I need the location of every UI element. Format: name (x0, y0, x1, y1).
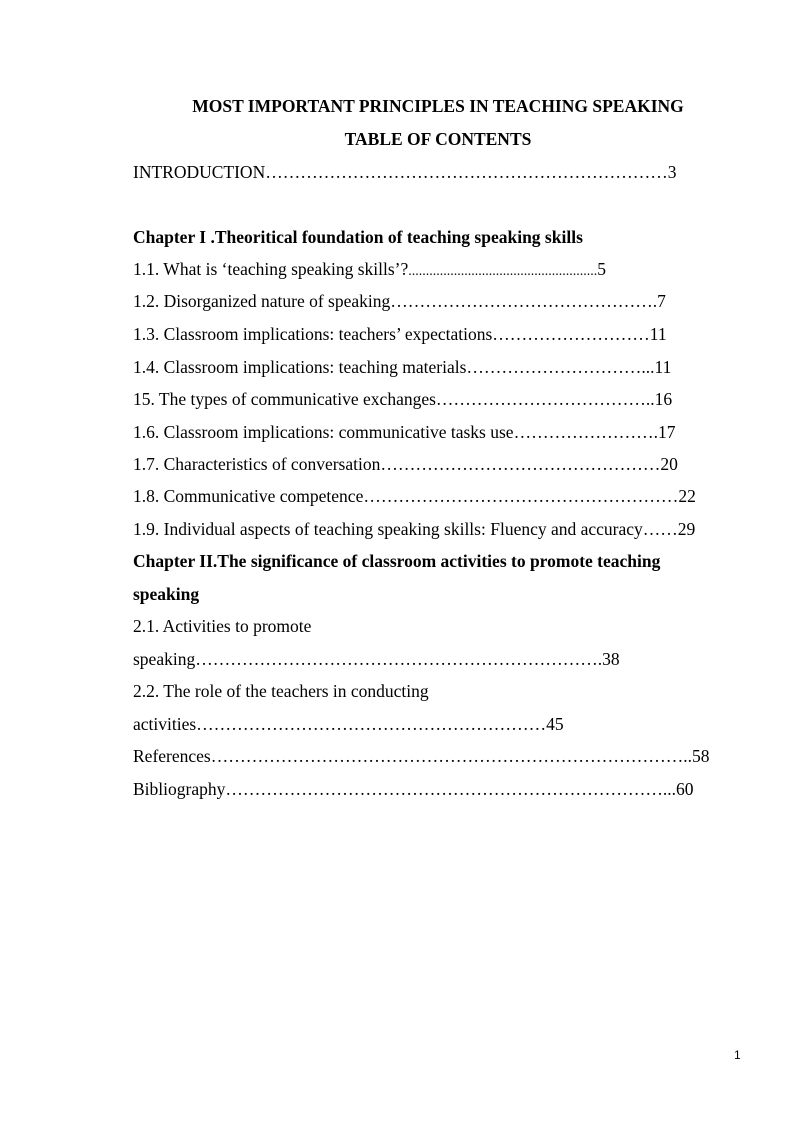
toc-entry-1-1-leader: ...................................................... (408, 264, 598, 279)
document-title: MOST IMPORTANT PRINCIPLES IN TEACHING SPEAKING (192, 96, 684, 116)
toc-entry-2-2-continuation: activities……………………………………………………45 (133, 714, 564, 734)
toc-entry-1-3: 1.3. Classroom implications: teachers’ expectations………………………11 (133, 324, 667, 344)
toc-entry-1-1-page: 5 (597, 259, 606, 279)
toc-entry-1-8: 1.8. Communicative competence………………………………………………22 (133, 486, 696, 506)
toc-entry-1-7: 1.7. Characteristics of conversation…………………………………………20 (133, 454, 678, 474)
toc-entry-1-1 (133, 259, 606, 282)
toc-entry-2-2: 2.2. The role of the teachers in conducting (133, 681, 429, 701)
toc-chapter-2-heading-continuation: speaking (133, 584, 200, 604)
toc-chapter-2-heading: Chapter II.The significance of classroom activities to promote teaching (133, 551, 661, 571)
toc-entry-2-1-continuation: speaking…………………………………………………………….38 (133, 649, 620, 669)
toc-entry-1-9: 1.9. Individual aspects of teaching speaking skills: Fluency and accuracy……29 (133, 519, 696, 539)
toc-entry-introduction: INTRODUCTION……………………………………………………………3 (133, 162, 677, 182)
toc-entry-references: References………………………………………………………………………..58 (133, 746, 710, 766)
toc-entry-1-6: 1.6. Classroom implications: communicative tasks use…………………….17 (133, 422, 676, 442)
toc-entry-2-1: 2.1. Activities to promote (133, 616, 312, 636)
toc-chapter-1-heading: Chapter I .Theoritical foundation of teaching speaking skills (133, 227, 583, 247)
toc-entry-bibliography: Bibliography…………………………………………………………………...60 (133, 779, 694, 799)
toc-entry-1-5: 15. The types of communicative exchanges………………………………..16 (133, 389, 673, 409)
toc-entry-1-2: 1.2. Disorganized nature of speaking……………………………………….7 (133, 291, 666, 311)
toc-entry-1-4: 1.4. Classroom implications: teaching materials…………………………...11 (133, 357, 672, 377)
page-number: 1 (734, 1048, 741, 1062)
table-of-contents-heading: TABLE OF CONTENTS (344, 129, 532, 149)
toc-entry-1-1-title: 1.1. What is ‘teaching speaking skills’? (133, 259, 409, 279)
